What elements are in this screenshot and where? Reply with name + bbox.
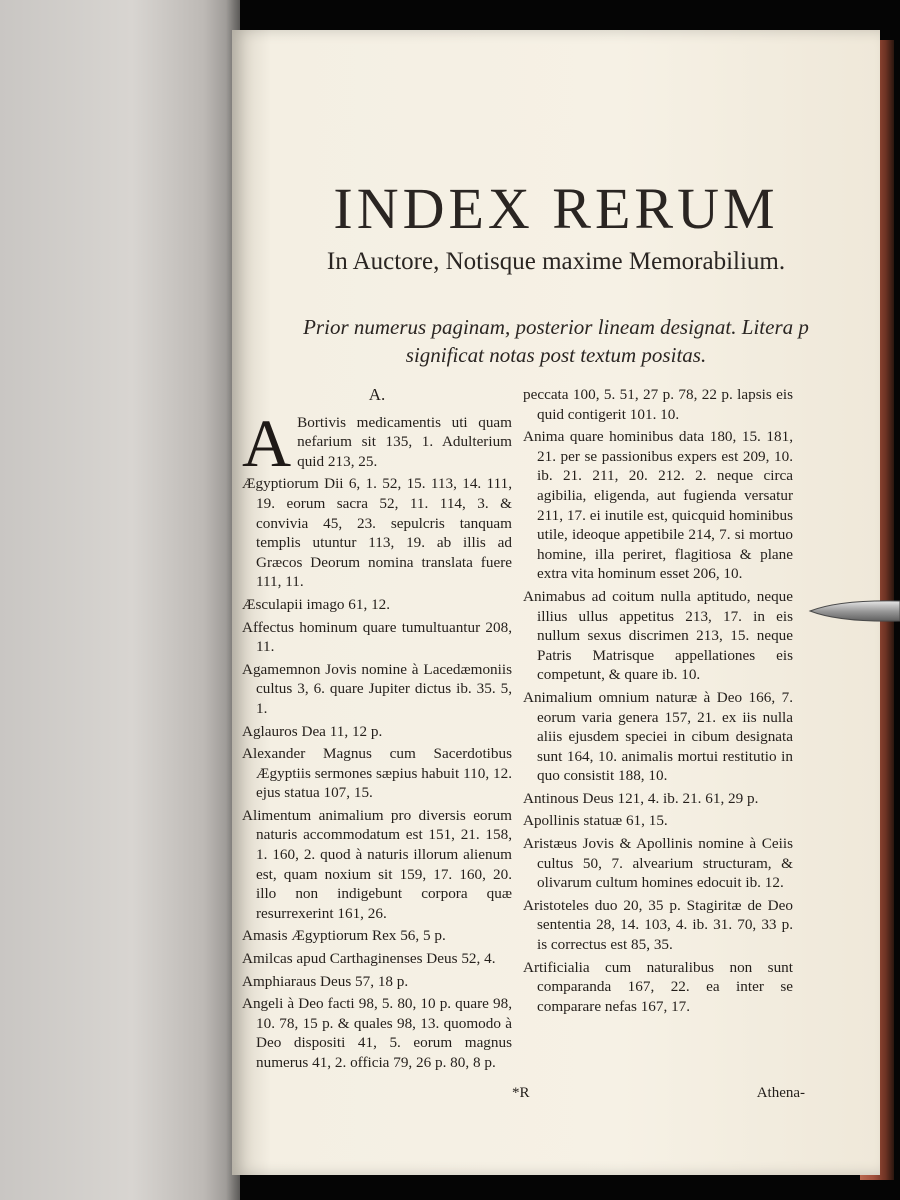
index-entry: Alimentum animalium pro diversis eorum naturis accommodatum est 151, 21. 158, 1. 160, 2. quod à naturis illorum alienum est, quam noxium sit 159, 17. 160, 20. illo non indigebunt corpora quæ resurrexerint 161, 26.	[242, 806, 512, 922]
index-entry: peccata 100, 5. 51, 27 p. 78, 22 p. lapsis eis quid contigerit 101. 10.	[523, 386, 793, 423]
index-entry: Artificialia cum naturalibus non sunt comparanda 167, 22. ea inter se comparare nefas 167, 17.	[523, 958, 793, 1015]
index-entry: Ægyptiorum Dii 6, 1. 52, 15. 113, 14. 111, 19. eorum sacra 52, 11. 114, 3. & convivia 45, 23. sepulcris tanquam templis utuntur 113, 19. ab illis ad Græcos Deorum nomina translata fuere 111, 11.	[242, 475, 512, 591]
index-entry: Aristoteles duo 20, 35 p. Stagiritæ de Deo sententia 28, 14. 103, 4. ib. 31. 70, 33 p. is correctus est 85, 35.	[523, 896, 793, 954]
index-entry: Alexander Magnus cum Sacerdotibus Ægyptiis sermones sæpius habuit 110, 12. ejus statua 107, 15.	[242, 745, 512, 802]
pen-nib-icon	[808, 598, 900, 624]
index-entry: Amphiaraus Deus 57, 18 p.	[242, 972, 409, 990]
left-page	[0, 0, 240, 1200]
index-entry: Aglauros Dea 11, 12 p.	[242, 722, 383, 740]
right-page	[232, 30, 880, 1175]
index-entry	[242, 404, 512, 481]
catchword: Athena-	[756, 1085, 805, 1101]
page-note	[232, 313, 880, 369]
index-entry: Affectus hominum quare tumultuantur 208, 11.	[242, 618, 512, 656]
section-letter: A.	[368, 385, 386, 404]
note-line-1: Prior numerus paginam, posterior lineam designat. Litera p	[303, 315, 809, 339]
page-footer	[232, 1085, 880, 1107]
index-entry: Æsculapii imago 61, 12.	[242, 595, 391, 613]
index-entry: Agamemnon Jovis nomine à Lacedæmoniis cultus 3, 6. quare Jupiter dictus ib. 35. 5, 1.	[242, 660, 512, 717]
index-entry: Apollinis statuæ 61, 15.	[523, 812, 668, 830]
index-column-left	[242, 385, 512, 1076]
dropcap: A	[242, 404, 292, 481]
index-entry: Antinous Deus 121, 4. ib. 21. 61, 29 p.	[523, 789, 759, 807]
note-line-2: significat notas post textum positas.	[405, 343, 707, 367]
index-column-right	[523, 385, 793, 1019]
index-entry: Animabus ad coitum nulla aptitudo, neque illius ullus appetitus 213, 17. in eis nullum sexus discrimen 213, 15. neque Patris Matrisque appellationes eis competunt, & quare ib. 10.	[523, 587, 793, 684]
index-entry-text: Bortivis medicamentis uti quam nefarium sit 135, 1. Adulterium quid 213, 25.	[297, 413, 512, 470]
page-subtitle: In Auctore, Notisque maxime Memorabilium.	[326, 248, 786, 275]
index-entry: Anima quare hominibus data 180, 15. 181, 21. per se passionibus expers est 209, 10. ib. 21. 211, 20. 212. 2. neque circa agibilia, eligenda, aut fugienda versatur 211, 17. ei inutile est, quicquid hominibus utile, ideoque appetibile 214, 7. si mortuo homine, illa periret, flagitiosa & plane extra vita hominum esset 206, 10.	[523, 428, 793, 583]
signature-mark: *R	[512, 1085, 530, 1101]
index-entry: Amasis Ægyptiorum Rex 56, 5 p.	[242, 927, 446, 945]
index-entry: Animalium omnium naturæ à Deo 166, 7. eorum varia genera 157, 21. ex iis nulla aliis ejusdem speciei in cibum designata sunt 164, 10. animalis mortui restitutio in quo consistit 188, 10.	[523, 688, 793, 785]
page-title: INDEX RERUM	[333, 176, 779, 241]
index-entry: Aristæus Jovis & Apollinis nomine à Ceiis cultus 50, 7. alvearium structuram, & olivarum cultum homines edocuit ib. 12.	[523, 835, 793, 892]
index-entry: Amilcas apud Carthaginenses Deus 52, 4.	[242, 950, 496, 968]
index-entry: Angeli à Deo facti 98, 5. 80, 10 p. quare 98, 10. 78, 15 p. & quales 98, 13. quomodo à Deo dispositi 41, 5. eorum magnus numerus 41, 2. officia 79, 26 p. 80, 8 p.	[242, 995, 512, 1071]
